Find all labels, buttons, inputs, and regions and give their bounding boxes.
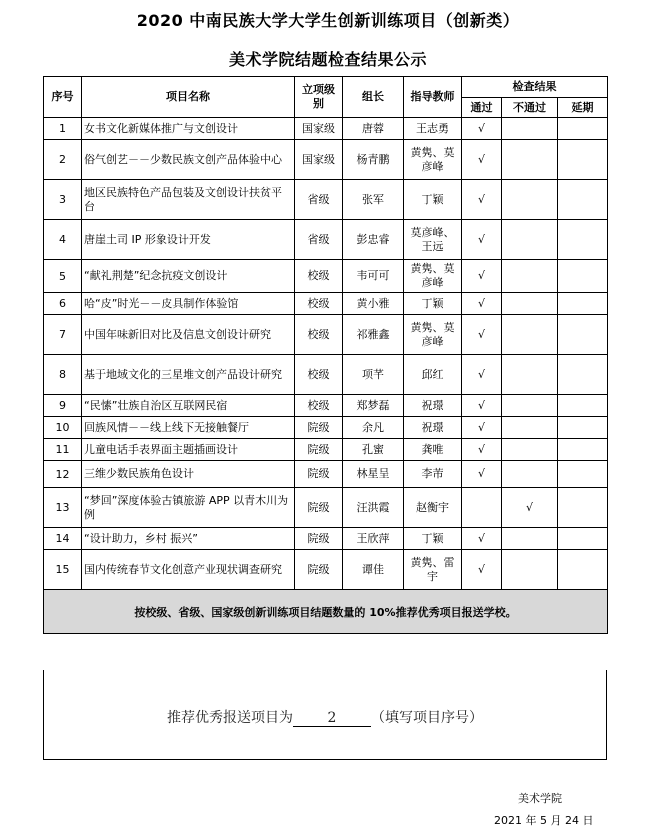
table-row xyxy=(44,118,608,140)
table-row xyxy=(44,220,608,260)
row-leader: 郑梦磊 xyxy=(343,395,404,417)
row-level: 校级 xyxy=(295,260,343,293)
recommendation-text xyxy=(44,707,606,727)
row-pass: √ xyxy=(462,315,502,355)
row-pass: √ xyxy=(462,439,502,461)
row-advisor: 莫彦峰、王远 xyxy=(404,220,462,260)
header-level: 立项级别 xyxy=(295,77,343,118)
row-leader: 余凡 xyxy=(343,417,404,439)
row-advisor: 丁颖 xyxy=(404,528,462,550)
row-fail xyxy=(502,355,558,395)
row-delay xyxy=(558,550,608,590)
row-pass: √ xyxy=(462,140,502,180)
row-delay xyxy=(558,180,608,220)
row-advisor: 黄隽、莫彦峰 xyxy=(404,140,462,180)
row-project-name: 基于地域文化的三星堆文创产品设计研究 xyxy=(82,355,295,395)
row-delay xyxy=(558,220,608,260)
row-delay xyxy=(558,140,608,180)
signature-org: 美术学院 xyxy=(518,792,562,805)
row-pass: √ xyxy=(462,355,502,395)
row-pass xyxy=(462,488,502,528)
table-row xyxy=(44,488,608,528)
table-row xyxy=(44,315,608,355)
row-leader: 汪洪霞 xyxy=(343,488,404,528)
row-fail xyxy=(502,461,558,488)
row-leader: 彭忠睿 xyxy=(343,220,404,260)
row-project-name: “献礼荆楚”纪念抗疫文创设计 xyxy=(82,260,295,293)
row-number: 9 xyxy=(44,395,82,417)
row-leader: 杨青鹏 xyxy=(343,140,404,180)
row-fail xyxy=(502,220,558,260)
row-advisor: 丁颖 xyxy=(404,180,462,220)
row-level: 校级 xyxy=(295,395,343,417)
row-project-name: 三维少数民族角色设计 xyxy=(82,461,295,488)
row-number: 11 xyxy=(44,439,82,461)
row-delay xyxy=(558,417,608,439)
row-level: 院级 xyxy=(295,550,343,590)
table-row xyxy=(44,550,608,590)
recommendation-box xyxy=(43,670,607,760)
row-advisor: 黄隽、莫彦峰 xyxy=(404,260,462,293)
header-result: 检查结果 xyxy=(462,77,608,98)
row-level: 国家级 xyxy=(295,140,343,180)
note-row: 按校级、省级、国家级创新训练项目结题数量的 10%推荐优秀项目报送学校。 xyxy=(44,590,608,634)
row-fail xyxy=(502,118,558,140)
row-number: 2 xyxy=(44,140,82,180)
row-project-name: 回族风情－－线上线下无接触餐厅 xyxy=(82,417,295,439)
table-row xyxy=(44,439,608,461)
row-pass: √ xyxy=(462,417,502,439)
table-row xyxy=(44,140,608,180)
header-name: 项目名称 xyxy=(82,77,295,118)
table-row xyxy=(44,293,608,315)
row-advisor: 龚唯 xyxy=(404,439,462,461)
row-pass: √ xyxy=(462,293,502,315)
row-advisor: 邱红 xyxy=(404,355,462,395)
table-row xyxy=(44,260,608,293)
header-leader: 组长 xyxy=(343,77,404,118)
row-fail xyxy=(502,395,558,417)
row-number: 12 xyxy=(44,461,82,488)
row-pass: √ xyxy=(462,180,502,220)
row-advisor: 王志勇 xyxy=(404,118,462,140)
row-number: 1 xyxy=(44,118,82,140)
row-level: 院级 xyxy=(295,417,343,439)
row-advisor: 祝璟 xyxy=(404,417,462,439)
row-leader: 谭佳 xyxy=(343,550,404,590)
table-row xyxy=(44,461,608,488)
row-level: 国家级 xyxy=(295,118,343,140)
row-number: 13 xyxy=(44,488,82,528)
row-number: 3 xyxy=(44,180,82,220)
results-table xyxy=(43,76,608,634)
row-delay xyxy=(558,439,608,461)
row-delay xyxy=(558,315,608,355)
row-number: 4 xyxy=(44,220,82,260)
row-project-name: 地区民族特色产品包装及文创设计扶贫平台 xyxy=(82,180,295,220)
header-advisor: 指导教师 xyxy=(404,77,462,118)
row-project-name: 唐崖土司 IP 形象设计开发 xyxy=(82,220,295,260)
row-fail xyxy=(502,180,558,220)
row-delay xyxy=(558,395,608,417)
row-number: 6 xyxy=(44,293,82,315)
row-fail xyxy=(502,528,558,550)
row-pass: √ xyxy=(462,118,502,140)
row-level: 院级 xyxy=(295,488,343,528)
header-pass: 通过 xyxy=(462,98,502,118)
row-leader: 张军 xyxy=(343,180,404,220)
row-delay xyxy=(558,528,608,550)
row-delay xyxy=(558,260,608,293)
row-leader: 韦可可 xyxy=(343,260,404,293)
document-title: 2020 中南民族大学大学生创新训练项目（创新类） xyxy=(136,11,520,30)
row-level: 院级 xyxy=(295,528,343,550)
row-fail xyxy=(502,140,558,180)
header-fail: 不通过 xyxy=(502,98,558,118)
row-leader: 唐蓉 xyxy=(343,118,404,140)
row-number: 8 xyxy=(44,355,82,395)
table-row xyxy=(44,417,608,439)
row-project-name: “民愫”壮族自治区互联网民宿 xyxy=(82,395,295,417)
recommendation-suffix: （填写项目序号） xyxy=(371,710,483,726)
row-delay xyxy=(558,355,608,395)
row-pass: √ xyxy=(462,260,502,293)
row-advisor: 赵衡宇 xyxy=(404,488,462,528)
row-level: 校级 xyxy=(295,315,343,355)
row-fail xyxy=(502,439,558,461)
row-level: 省级 xyxy=(295,180,343,220)
table-row xyxy=(44,395,608,417)
row-delay xyxy=(558,488,608,528)
row-level: 省级 xyxy=(295,220,343,260)
row-project-name: “设计助力，乡村 振兴” xyxy=(82,528,295,550)
header-delay: 延期 xyxy=(558,98,608,118)
row-leader: 项芊 xyxy=(343,355,404,395)
row-delay xyxy=(558,293,608,315)
recommendation-prefix: 推荐优秀报送项目为 xyxy=(167,710,293,726)
row-project-name: 哈“皮”时光－－皮具制作体验馆 xyxy=(82,293,295,315)
row-advisor: 黄隽、莫彦峰 xyxy=(404,315,462,355)
row-leader: 祁雅鑫 xyxy=(343,315,404,355)
row-pass: √ xyxy=(462,550,502,590)
row-leader: 林星呈 xyxy=(343,461,404,488)
table-row xyxy=(44,528,608,550)
row-level: 校级 xyxy=(295,355,343,395)
row-level: 院级 xyxy=(295,461,343,488)
row-number: 10 xyxy=(44,417,82,439)
row-level: 校级 xyxy=(295,293,343,315)
row-number: 5 xyxy=(44,260,82,293)
row-advisor: 祝璟 xyxy=(404,395,462,417)
row-fail xyxy=(502,293,558,315)
row-advisor: 李芾 xyxy=(404,461,462,488)
row-pass: √ xyxy=(462,220,502,260)
row-pass: √ xyxy=(462,395,502,417)
row-advisor: 黄隽、雷宇 xyxy=(404,550,462,590)
row-number: 15 xyxy=(44,550,82,590)
signature-date: 2021 年 5 月 24 日 xyxy=(494,814,594,827)
row-project-name: 国内传统春节文化创意产业现状调查研究 xyxy=(82,550,295,590)
row-delay xyxy=(558,118,608,140)
table-row xyxy=(44,355,608,395)
header-no: 序号 xyxy=(44,77,82,118)
row-pass: √ xyxy=(462,528,502,550)
row-pass: √ xyxy=(462,461,502,488)
row-project-name: 女书文化新媒体推广与文创设计 xyxy=(82,118,295,140)
row-project-name: 中国年味新旧对比及信息文创设计研究 xyxy=(82,315,295,355)
row-number: 7 xyxy=(44,315,82,355)
row-fail: √ xyxy=(502,488,558,528)
row-fail xyxy=(502,315,558,355)
row-project-name: 儿童电话手表界面主题插画设计 xyxy=(82,439,295,461)
row-fail xyxy=(502,417,558,439)
row-leader: 孔蜜 xyxy=(343,439,404,461)
row-project-name: 俗气创艺－－少数民族文创产品体验中心 xyxy=(82,140,295,180)
row-project-name: “梦回”深度体验古镇旅游 APP 以青木川为例 xyxy=(82,488,295,528)
row-delay xyxy=(558,461,608,488)
document-subtitle: 美术学院结题检查结果公示 xyxy=(228,50,427,69)
row-level: 院级 xyxy=(295,439,343,461)
recommendation-value: 2 xyxy=(293,710,371,727)
row-advisor: 丁颖 xyxy=(404,293,462,315)
row-fail xyxy=(502,550,558,590)
row-leader: 王欣萍 xyxy=(343,528,404,550)
table-row xyxy=(44,180,608,220)
row-leader: 黄小雅 xyxy=(343,293,404,315)
row-fail xyxy=(502,260,558,293)
row-number: 14 xyxy=(44,528,82,550)
